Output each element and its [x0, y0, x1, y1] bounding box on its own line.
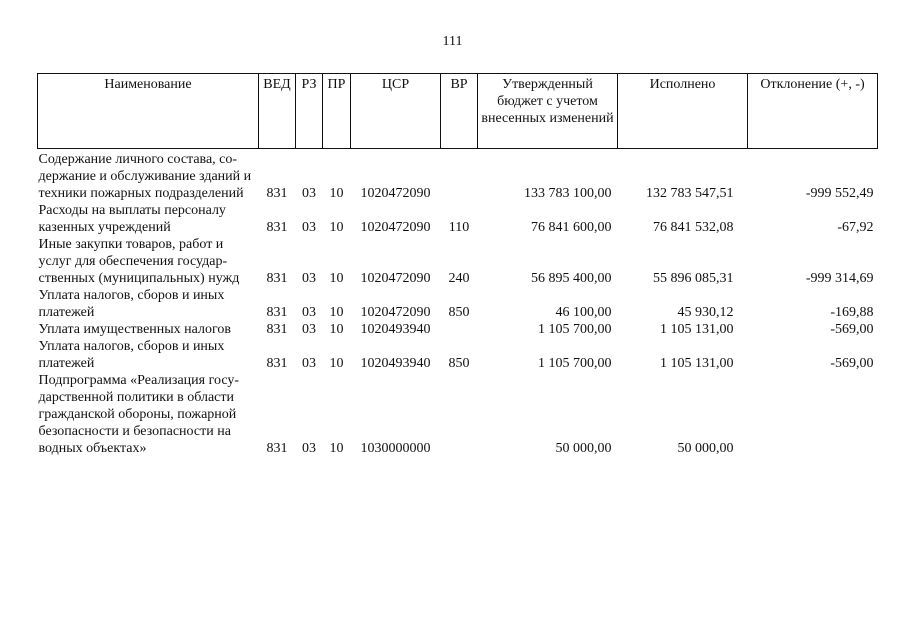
row-budget: 1 105 700,00: [538, 322, 612, 337]
row-vr: 850: [448, 305, 470, 320]
header-budget: Утвержденный бюджет с учетом внесенных изменений: [478, 74, 618, 149]
row-budget: 46 100,00: [555, 305, 612, 320]
row-csr: 1020472090: [360, 186, 431, 201]
table-row: [38, 149, 878, 203]
row-budget: 76 841 600,00: [531, 220, 612, 235]
row-name: Уплата имущественных налогов: [38, 322, 231, 337]
row-ved: 831: [266, 220, 288, 235]
row-deviation: -569,00: [830, 322, 874, 337]
header-executed: Исполнено: [618, 74, 748, 149]
row-executed: 76 841 532,08: [653, 220, 734, 235]
row-executed: 1 105 131,00: [660, 356, 734, 371]
row-csr: 1020472090: [360, 271, 431, 286]
row-ved: 831: [266, 322, 288, 337]
row-csr: 1020472090: [360, 305, 431, 320]
row-vr: [441, 372, 478, 457]
row-executed: 1 105 131,00: [660, 322, 734, 337]
header-ved: ВЕД: [259, 74, 296, 149]
header-rz: РЗ: [296, 74, 323, 149]
row-ved: 831: [266, 305, 288, 320]
row-executed: 45 930,12: [677, 305, 734, 320]
table-body: [38, 149, 878, 458]
row-name: Уплата налогов, сборов и иных платежей: [38, 339, 225, 371]
row-rz: 03: [302, 356, 316, 371]
row-vr: 850: [448, 356, 470, 371]
row-executed: 132 783 547,51: [646, 186, 734, 201]
header-pr: ПР: [323, 74, 351, 149]
row-deviation: -999 552,49: [805, 186, 874, 201]
row-rz: 03: [302, 220, 316, 235]
row-rz: 03: [302, 186, 316, 201]
header-name: Наименование: [38, 74, 259, 149]
row-pr: 10: [329, 186, 344, 201]
row-pr: 10: [329, 220, 344, 235]
row-name: Содержание личного состава, содержание и обслуживание зданий и техники пожарных подразделений: [38, 152, 252, 201]
row-vr: 240: [448, 271, 470, 286]
table-row: [38, 372, 878, 457]
table-header: [38, 74, 878, 149]
row-csr: 1020472090: [360, 220, 431, 235]
row-ved: 831: [266, 186, 288, 201]
row-name: Подпрограмма «Реализация государственной политики в области гражданской обороны, пожарной безопасности и безопасности на водных объектах»: [38, 373, 240, 456]
row-budget: 1 105 700,00: [538, 356, 612, 371]
row-budget: 56 895 400,00: [531, 271, 612, 286]
row-rz: 03: [302, 271, 316, 286]
row-csr: 1030000000: [360, 441, 431, 456]
row-csr: 1020493940: [360, 356, 431, 371]
table-row: [38, 321, 878, 338]
row-pr: 10: [329, 356, 344, 371]
row-deviation: -169,88: [830, 305, 874, 320]
header-csr: ЦСР: [351, 74, 441, 149]
row-budget: 50 000,00: [555, 441, 612, 456]
row-pr: 10: [329, 271, 344, 286]
row-vr: 110: [448, 220, 470, 235]
row-csr: 1020493940: [360, 322, 431, 337]
row-name: Иные закупки товаров, работ и услуг для обеспечения государственных (муниципальных) нужд: [38, 237, 240, 286]
row-name: Уплата налогов, сборов и иных платежей: [38, 288, 225, 320]
row-rz: 03: [302, 322, 316, 337]
header-vr: ВР: [441, 74, 478, 149]
row-rz: 03: [302, 305, 316, 320]
row-pr: 10: [329, 441, 344, 456]
table-row: [38, 236, 878, 287]
row-deviation: [748, 372, 878, 457]
row-ved: 831: [266, 271, 288, 286]
row-executed: 50 000,00: [677, 441, 734, 456]
row-pr: 10: [329, 305, 344, 320]
row-vr: [441, 149, 478, 203]
table-row: [38, 338, 878, 372]
row-deviation: -569,00: [830, 356, 874, 371]
header-deviation: Отклонение (+, -): [748, 74, 878, 149]
row-pr: 10: [329, 322, 344, 337]
row-budget: 133 783 100,00: [524, 186, 612, 201]
table-row: [38, 287, 878, 321]
budget-table: [37, 73, 878, 457]
row-name: Расходы на выплаты персоналу казенных учреждений: [38, 203, 226, 235]
row-executed: 55 896 085,31: [653, 271, 734, 286]
row-ved: 831: [266, 441, 288, 456]
row-deviation: -67,92: [837, 220, 874, 235]
table-row: [38, 202, 878, 236]
page-number: 111: [442, 34, 463, 49]
row-rz: 03: [302, 441, 316, 456]
row-vr: [441, 321, 478, 338]
row-ved: 831: [266, 356, 288, 371]
row-deviation: -999 314,69: [805, 271, 874, 286]
